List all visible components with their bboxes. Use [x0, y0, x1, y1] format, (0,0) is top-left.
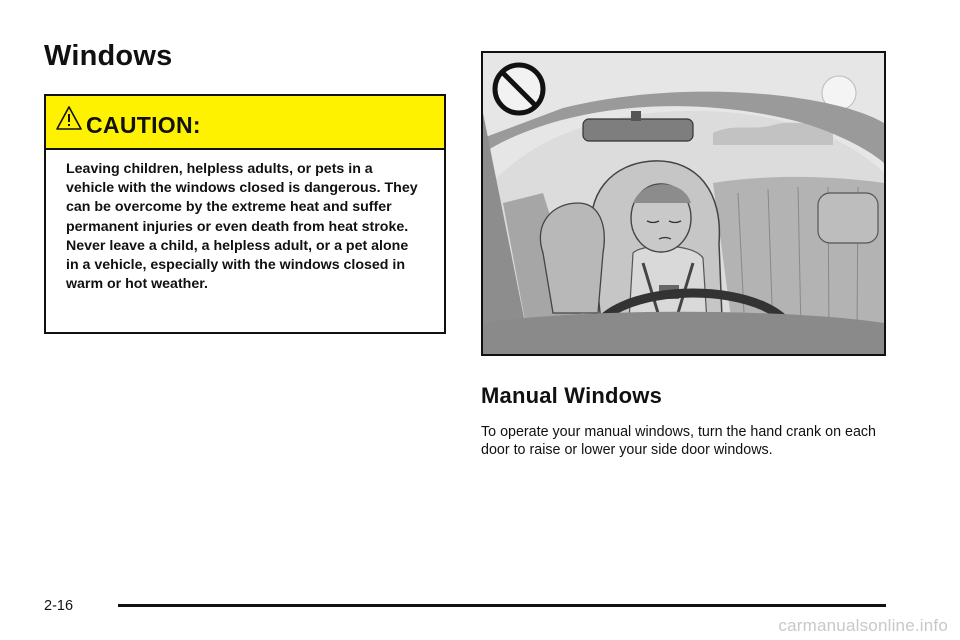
child-in-hot-car-illustration — [481, 51, 886, 356]
footer-rule — [118, 604, 886, 607]
watermark: carmanualsonline.info — [778, 616, 948, 635]
caution-header — [46, 96, 444, 150]
caution-box — [44, 94, 446, 334]
prohibition-sign-icon — [495, 65, 543, 113]
warning-triangle-icon — [56, 105, 82, 131]
caution-title: CAUTION: — [86, 111, 201, 138]
page-title: Windows — [44, 40, 173, 72]
page-number: 2-16 — [44, 598, 74, 614]
manual-windows-heading: Manual Windows — [481, 383, 663, 408]
caution-text: Leaving children, helpless adults, or pets in a vehicle with the windows closed is dangerous. They can be overcome by the extreme heat and suffer permanent injuries or even death from heat stroke. Never leave a child, a helpless adult, or a pet alone in a vehicle, especially with the windows closed in warm or hot weather. — [66, 161, 418, 293]
manual-windows-text: To operate your manual windows, turn the hand crank on each door to raise or lower your side door windows. — [481, 424, 876, 458]
illustration-drawing — [483, 53, 884, 354]
